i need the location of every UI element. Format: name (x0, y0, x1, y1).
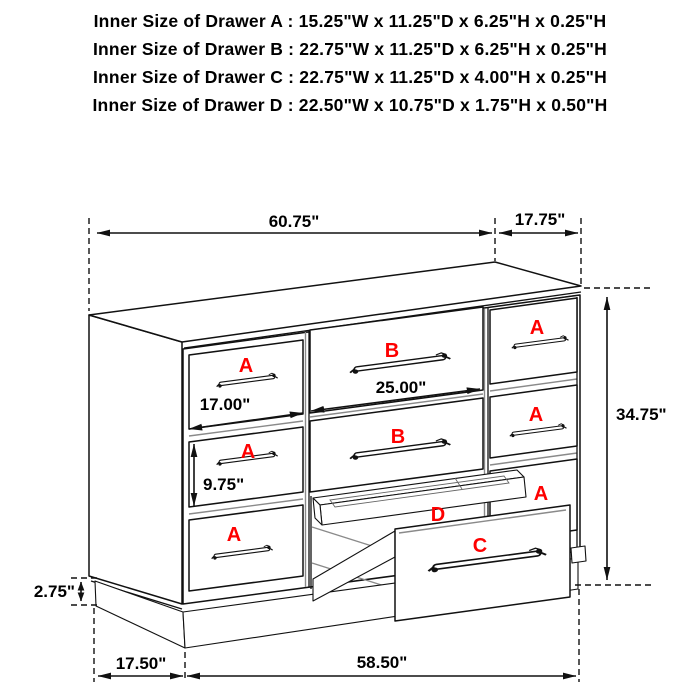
dim-height-label: 34.75" (616, 405, 667, 424)
dim-base-height (34, 578, 97, 605)
dim-top-depth (499, 210, 578, 233)
right-foot (571, 546, 586, 563)
dim-base-depth (98, 654, 183, 676)
spec-line-drawer-b: Inner Size of Drawer B : 22.75"W x 11.25"D x 6.25"H x 0.25"H (92, 39, 608, 59)
dim-base-depth-label: 17.50" (115, 654, 167, 673)
dim-base-width-label: 58.50" (356, 653, 408, 672)
dim-base-height-label: 2.75" (33, 582, 75, 601)
dim-opening-height-label: 9.75" (203, 475, 245, 494)
dim-b-width-label: 25.00" (375, 378, 427, 397)
dim-height (575, 288, 667, 585)
label-a-mid-right: A (528, 404, 544, 426)
label-c: C (472, 535, 488, 557)
cabinet-left-side (89, 315, 182, 604)
label-b-bottom: B (390, 426, 406, 448)
spec-line-drawer-a: Inner Size of Drawer A : 15.25"W x 11.25"D x 6.25"H x 0.25"H (93, 11, 607, 31)
label-b-top: B (384, 340, 400, 362)
label-a-top-left: A (238, 355, 254, 377)
dim-top-width-label: 60.75" (268, 212, 320, 231)
dim-base-width (187, 653, 576, 676)
dim-top-width (97, 212, 492, 233)
dim-top-depth-label: 17.75" (514, 210, 566, 229)
label-a-bottom-left: A (226, 524, 242, 546)
dim-a-width-label: 17.00" (199, 395, 251, 414)
spec-line-drawer-d: Inner Size of Drawer D : 22.50"W x 10.75"D x 1.75"H x 0.50"H (92, 95, 608, 115)
label-d: D (430, 504, 446, 526)
label-a-bottom-right: A (533, 483, 549, 505)
label-a-top-right: A (529, 317, 545, 339)
label-a-mid-left: A (240, 441, 256, 463)
spec-line-drawer-c: Inner Size of Drawer C : 22.75"W x 11.25"D x 4.00"H x 0.25"H (92, 67, 608, 87)
drawer-a-mid-left (189, 427, 303, 507)
drawer-a-bottom-left (189, 505, 303, 591)
